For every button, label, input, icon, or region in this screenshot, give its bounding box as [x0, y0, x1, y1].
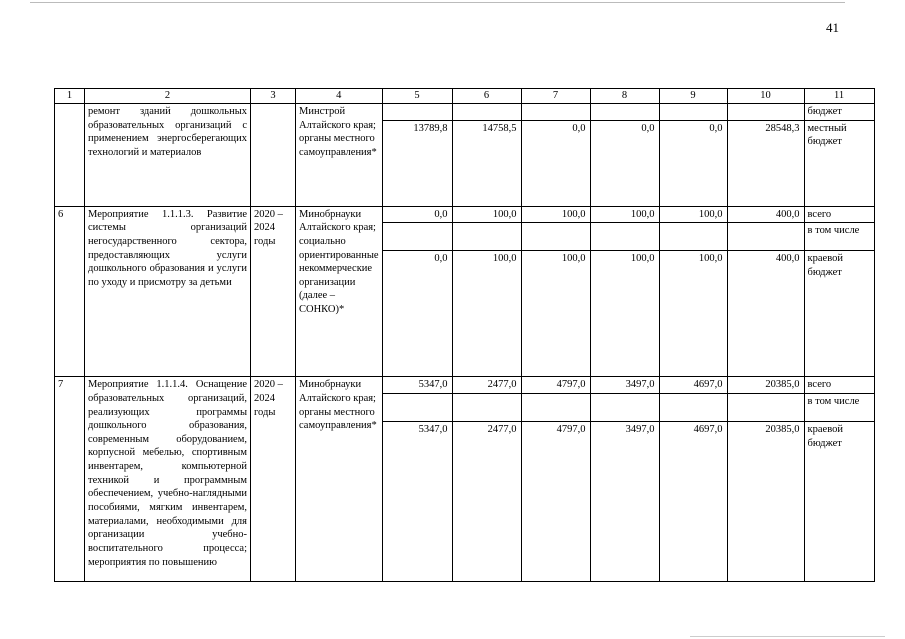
program-table	[54, 88, 875, 582]
value-cell: 100,0	[452, 206, 521, 223]
value-cell: 100,0	[590, 251, 659, 377]
value-cell: 100,0	[659, 206, 727, 223]
value-cell	[452, 223, 521, 251]
value-cell: 20385,0	[727, 421, 804, 581]
value-cell: 14758,5	[452, 120, 521, 206]
header-cell: 3	[251, 89, 296, 104]
value-cell: 5347,0	[382, 377, 452, 394]
value-cell	[452, 104, 521, 121]
value-cell	[382, 393, 452, 421]
value-cell	[659, 223, 727, 251]
value-cell	[382, 104, 452, 121]
value-cell	[727, 223, 804, 251]
funding-source: краевой бюджет	[804, 421, 874, 581]
row-number	[55, 104, 85, 207]
period: 2020 – 2024 годы	[251, 377, 296, 582]
value-cell: 2477,0	[452, 421, 521, 581]
value-cell: 100,0	[590, 206, 659, 223]
value-cell: 100,0	[521, 206, 590, 223]
value-cell	[521, 104, 590, 121]
value-cell	[659, 104, 727, 121]
header-cell: 2	[85, 89, 251, 104]
header-cell: 8	[590, 89, 659, 104]
measure-description: ремонт зданий дошкольных образовательных организаций с применением энергосберегающих технологий и материалов	[85, 104, 251, 207]
value-cell	[521, 393, 590, 421]
value-cell	[727, 393, 804, 421]
value-cell: 400,0	[727, 251, 804, 377]
value-cell: 0,0	[659, 120, 727, 206]
executor: Минобрнауки Алтайского края; органы местного самоуправления*	[296, 377, 383, 582]
value-cell: 5347,0	[382, 421, 452, 581]
value-cell	[452, 393, 521, 421]
value-cell: 3497,0	[590, 377, 659, 394]
funding-source: в том числе	[804, 223, 874, 251]
value-cell	[659, 393, 727, 421]
table-row	[55, 377, 875, 394]
value-cell	[727, 104, 804, 121]
value-cell: 3497,0	[590, 421, 659, 581]
period: 2020 – 2024 годы	[251, 206, 296, 377]
funding-source: местный бюджет	[804, 120, 874, 206]
value-cell	[590, 104, 659, 121]
header-cell: 7	[521, 89, 590, 104]
scan-edge-top	[30, 2, 845, 3]
row-number: 7	[55, 377, 85, 582]
value-cell: 13789,8	[382, 120, 452, 206]
header-cell: 10	[727, 89, 804, 104]
row-number: 6	[55, 206, 85, 377]
executor: Минстрой Алтайского края; органы местного самоуправления*	[296, 104, 383, 207]
header-row	[55, 89, 875, 104]
value-cell: 0,0	[382, 206, 452, 223]
value-cell: 28548,3	[727, 120, 804, 206]
funding-source: всего	[804, 377, 874, 394]
value-cell: 4797,0	[521, 421, 590, 581]
funding-source: всего	[804, 206, 874, 223]
value-cell: 4697,0	[659, 377, 727, 394]
measure-description: Мероприятие 1.1.1.3. Развитие системы организаций негосударственного сектора, предоставляющих услуги дошкольного образования и услуги по уходу и присмотру за детьми	[85, 206, 251, 377]
header-cell: 11	[804, 89, 874, 104]
value-cell: 100,0	[521, 251, 590, 377]
value-cell: 100,0	[659, 251, 727, 377]
executor: Минобрнауки Алтайского края; социально ориентированные некоммерческие организации (далее – СОНКО)*	[296, 206, 383, 377]
value-cell: 2477,0	[452, 377, 521, 394]
header-cell: 6	[452, 89, 521, 104]
header-cell: 9	[659, 89, 727, 104]
value-cell: 400,0	[727, 206, 804, 223]
table-row	[55, 206, 875, 223]
value-cell	[590, 223, 659, 251]
value-cell	[590, 393, 659, 421]
value-cell: 4697,0	[659, 421, 727, 581]
page-number: 41	[826, 20, 839, 35]
funding-source: в том числе	[804, 393, 874, 421]
period	[251, 104, 296, 207]
value-cell: 0,0	[382, 251, 452, 377]
value-cell: 0,0	[590, 120, 659, 206]
funding-source: бюджет	[804, 104, 874, 121]
table-row	[55, 104, 875, 121]
value-cell	[382, 223, 452, 251]
value-cell: 0,0	[521, 120, 590, 206]
value-cell: 4797,0	[521, 377, 590, 394]
measure-description: Мероприятие 1.1.1.4. Оснащение образовательных организаций, реализующих программы дошкольного образования, современным оборудованием, корпусной мебелью, спортивным инвентарем, компьютерной техникой и программным обеспечением, учебно-наглядными пособиями, мягким инвентарем, материалами, необходимыми для организации учебно-воспитательного процесса; мероприятия по повышению	[85, 377, 251, 582]
header-cell: 1	[55, 89, 85, 104]
funding-source: краевой бюджет	[804, 251, 874, 377]
header-cell: 4	[296, 89, 383, 104]
value-cell: 20385,0	[727, 377, 804, 394]
scan-edge-bottom	[690, 636, 885, 637]
header-cell: 5	[382, 89, 452, 104]
value-cell	[521, 223, 590, 251]
value-cell: 100,0	[452, 251, 521, 377]
